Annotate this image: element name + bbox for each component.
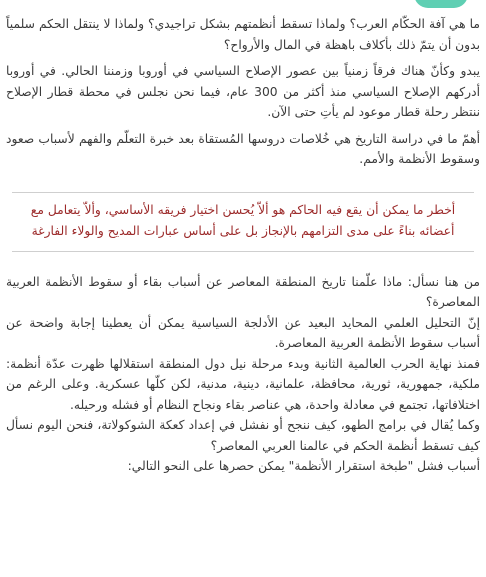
pull-quote-text: أخطر ما يمكن أن يقع فيه الحاكم هو ألاّ يُحسن اختيار فريقه الأساسي، وألاّ يتعامل مع أعضائه بناءً على مدى التزامهم بالإنجاز بل على أساس عبارات المديح والولاء الفارغة [30,202,456,238]
pull-quote [12,192,474,252]
intro-paragraph-3: أهمّ ما في دراسة التاريخ هي خُلاصات دروسها المُستقاة بعد خبرة التعلّم والفهم لأسباب صعود وسقوط الأنظمة والأمم. [6,131,480,166]
body-paragraph-3: فمنذ نهاية الحرب العالمية الثانية وبدء مرحلة نيل دول المنطقة استقلالها ظهرت عدّة أنظمة: ملكية، جمهورية، ثورية، محافظة، علمانية، دينية، مدنية، لكن كلّها عسكرية. وعلى الرغم من اختلافاتها، تجتمع في معادلة واحدة، هي عناصر بقاء ونجاح النظام أو فشله ورحيله. [6,356,480,412]
intro-paragraph-2: يبدو وكأنّ هناك فرقاً زمنياً بين عصور الإصلاح السياسي في أوروبا وزمننا الحالي. في أوروبا أدركهم الإصلاح السياسي منذ أكثر من 300 عام، فيما نحن نجلس في محطة قطار الإصلاح ننتظر رحلة قطار موعود لم يأتِ حتى الآن. [6,64,480,119]
body-paragraph-1: من هنا نسأل: ماذا علّمنا تاريخ المنطقة المعاصر عن أسباب بقاء أو سقوط الأنظمة العربية المعاصرة؟ [6,274,480,309]
body-paragraph-5: أسباب فشل "طبخة استقرار الأنظمة" يمكن حصرها على النحو التالي: [127,459,480,473]
body-paragraph-4: وكما يُقال في برامج الطهو، كيف ننجح أو نفشل في إعداد كعكة الشوكولاتة، فنحن اليوم نسأل كيف تسقط أنظمة الحكم في عالمنا العربي المعاصر؟ [6,418,480,453]
article-content [6,14,480,476]
intro-paragraph-1: ما هي آفة الحكّام العرب؟ ولماذا تسقط أنظمتهم بشكل تراجيدي؟ ولماذا لا ينتقل الحكم سلمياً بدون أن يتمّ ذلك بأكلاف باهظة في المال والأرواح؟ [6,17,480,52]
header-tab-decoration [414,0,468,8]
body-paragraph-2: إنّ التحليل العلمي المحايد البعيد عن الأدلجة السياسية يمكن أن يعطينا إجابة واضحة عن أسباب سقوط الأنظمة العربية المعاصرة. [6,315,480,350]
